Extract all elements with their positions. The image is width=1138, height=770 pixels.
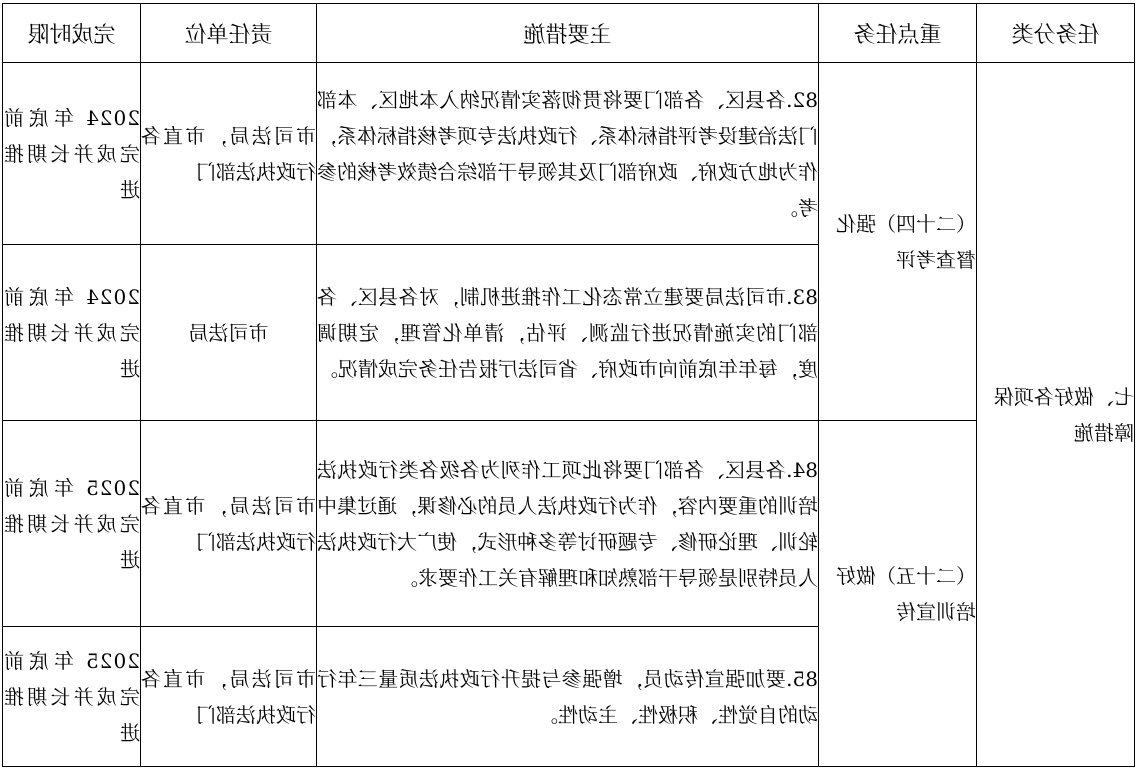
unit-cell: 市司法局，市直各行政执法部门 <box>141 421 317 627</box>
table-row <box>3 421 1135 627</box>
category-cell: 七、做好各项保障措施 <box>977 63 1135 767</box>
header-measure: 主要措施 <box>317 4 819 63</box>
measure-cell: 82.各县区、各部门要将贯彻落实情况纳入本地区、本部门法治建设考评指标体系、行政执法专项考核指标体系，作为地方政府、政府部门及其领导干部综合绩效考核的参考。 <box>317 63 819 245</box>
measure-cell: 85.要加强宣传动员，增强参与提升行政执法质量三年行动的自觉性、积极性、主动性。 <box>317 627 819 767</box>
header-focus: 重点任务 <box>819 4 977 63</box>
header-category: 任务分类 <box>977 4 1135 63</box>
focus-task-cell: （二十四）强化督查考评 <box>819 63 977 421</box>
header-unit: 责任单位 <box>141 4 317 63</box>
table-row <box>3 63 1135 245</box>
header-row <box>3 4 1135 63</box>
measure-cell: 84.各县区、各部门要将此项工作列为各级各类行政执法培训的重要内容，作为行政执法人员的必修课，通过集中轮训、理论研修、专题研讨等多种形式，使广大行政执法人员特别是领导干部熟知和理解有关工作要求。 <box>317 421 819 627</box>
unit-cell: 市司法局，市直各行政执法部门 <box>141 63 317 245</box>
unit-cell: 市司法局 <box>141 245 317 421</box>
deadline-cell: 2025 年底前完成并长期推进 <box>3 627 141 767</box>
unit-cell: 市司法局，市直各行政执法部门 <box>141 627 317 767</box>
focus-task-cell: （二十五）做好培训宣传 <box>819 421 977 767</box>
deadline-cell: 2024 年底前完成并长期推进 <box>3 63 141 245</box>
deadline-cell: 2025 年底前完成并长期推进 <box>3 421 141 627</box>
deadline-cell: 2024 年底前完成并长期推进 <box>3 245 141 421</box>
measure-cell: 83.市司法局要建立常态化工作推进机制，对各县区、各部门的实施情况进行监测、评估，清单化管理，定期调度，每年年底前向市政府、省司法厅报告任务完成情况。 <box>317 245 819 421</box>
task-table <box>2 3 1135 767</box>
header-deadline: 完成时限 <box>3 4 141 63</box>
